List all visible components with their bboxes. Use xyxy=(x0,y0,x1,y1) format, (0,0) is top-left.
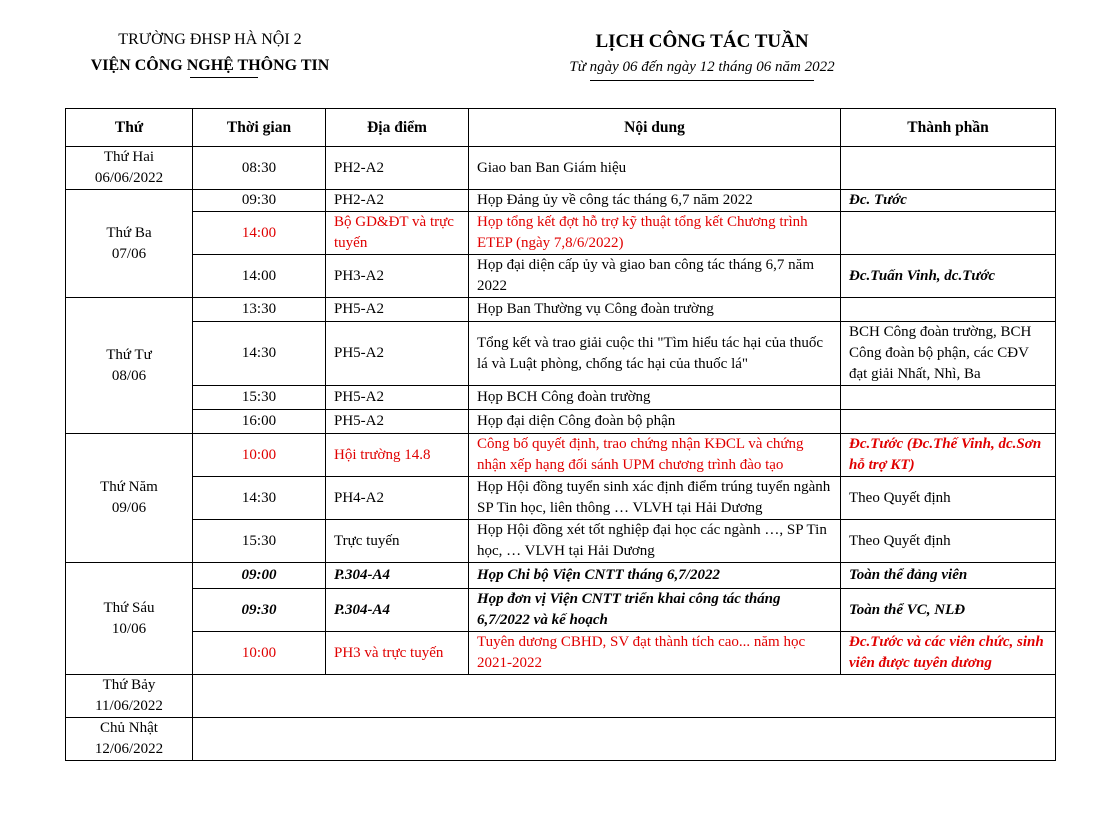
col-header-day: Thứ xyxy=(66,109,193,147)
time-cell: 10:00 xyxy=(193,434,326,477)
participants-cell: Theo Quyết định xyxy=(841,477,1056,520)
empty-day-cell xyxy=(193,675,1056,718)
content-cell: Tuyên dương CBHD, SV đạt thành tích cao... năm học 2021-2022 xyxy=(469,632,841,675)
table-row xyxy=(66,477,1056,520)
table-row xyxy=(66,298,1056,322)
participants-cell xyxy=(841,212,1056,255)
place-cell: PH3 và trực tuyến xyxy=(326,632,469,675)
day-name: Thứ Bảy xyxy=(102,677,156,693)
participants-cell xyxy=(841,147,1056,190)
day-date: 07/06 xyxy=(111,245,147,262)
day-cell xyxy=(66,434,193,563)
place-cell: P.304-A4 xyxy=(326,563,469,589)
time-cell: 08:30 xyxy=(193,147,326,190)
time-cell: 10:00 xyxy=(193,632,326,675)
time-cell: 16:00 xyxy=(193,410,326,434)
col-header-place: Địa điểm xyxy=(326,109,469,147)
table-row xyxy=(66,147,1056,190)
page-title: LỊCH CÔNG TÁC TUẦN xyxy=(595,31,809,52)
content-cell: Họp Hội đồng tuyển sinh xác định điểm trúng tuyển ngành SP Tin học, liên thông … VLVH tại Hải Dương xyxy=(469,477,841,520)
participants-cell: Đc.Tước (Đc.Thế Vinh, dc.Sơn hỗ trợ KT) xyxy=(841,434,1056,477)
day-date: 06/06/2022 xyxy=(94,170,164,186)
col-header-content: Nội dung xyxy=(469,109,841,147)
day-name: Thứ Hai xyxy=(103,149,155,165)
header-right xyxy=(540,30,864,77)
day-cell xyxy=(66,147,193,190)
day-name: Thứ Tư xyxy=(106,346,152,363)
content-cell: Họp Đảng ủy về công tác tháng 6,7 năm 2022 xyxy=(469,190,841,212)
content-cell: Họp Ban Thường vụ Công đoàn trường xyxy=(469,298,841,322)
day-date: 11/06/2022 xyxy=(95,698,163,714)
day-cell xyxy=(66,190,193,298)
content-cell: Giao ban Ban Giám hiệu xyxy=(469,147,841,190)
content-cell: Họp Hội đồng xét tốt nghiệp đại học các ngành …, SP Tin học, … VLVH tại Hải Dương xyxy=(469,520,841,563)
table-row xyxy=(66,410,1056,434)
institute-underline xyxy=(190,77,258,78)
day-date: 08/06 xyxy=(111,367,147,384)
date-range: Từ ngày 06 đến ngày 12 tháng 06 năm 2022 xyxy=(569,59,835,75)
time-cell: 15:30 xyxy=(193,520,326,563)
participants-cell: Đc.Tước và các viên chức, sinh viên được tuyên dương xyxy=(841,632,1056,675)
participants-cell xyxy=(841,410,1056,434)
time-cell: 14:00 xyxy=(193,255,326,298)
day-date: 10/06 xyxy=(111,620,147,637)
place-cell: Bộ GD&ĐT và trực tuyến xyxy=(326,212,469,255)
place-cell: PH2-A2 xyxy=(326,147,469,190)
time-cell: 09:30 xyxy=(193,589,326,632)
place-cell: PH3-A2 xyxy=(326,255,469,298)
time-cell: 09:00 xyxy=(193,563,326,589)
time-cell: 15:30 xyxy=(193,386,326,410)
day-date: 12/06/2022 xyxy=(94,741,164,757)
place-cell: PH5-A2 xyxy=(326,298,469,322)
participants-cell: BCH Công đoàn trường, BCH Công đoàn bộ phận, các CĐV đạt giải Nhất, Nhì, Ba xyxy=(841,322,1056,386)
participants-cell xyxy=(841,298,1056,322)
day-name: Thứ Ba xyxy=(106,224,152,241)
table-row xyxy=(66,322,1056,386)
content-cell: Họp đại diện Công đoàn bộ phận xyxy=(469,410,841,434)
content-cell: Công bố quyết định, trao chứng nhận KĐCL và chứng nhận xếp hạng đối sánh UPM chương trình đào tạo xyxy=(469,434,841,477)
day-cell xyxy=(66,298,193,434)
institute-name: VIỆN CÔNG NGHỆ THÔNG TIN xyxy=(90,57,330,74)
content-cell: Họp BCH Công đoàn trường xyxy=(469,386,841,410)
day-cell xyxy=(66,718,193,761)
place-cell: Hội trường 14.8 xyxy=(326,434,469,477)
place-cell: PH5-A2 xyxy=(326,410,469,434)
subtitle-underline xyxy=(590,80,814,81)
header-left xyxy=(60,30,360,77)
place-cell: Trực tuyến xyxy=(326,520,469,563)
place-cell: PH4-A2 xyxy=(326,477,469,520)
table-row xyxy=(66,718,1056,761)
table-row xyxy=(66,520,1056,563)
place-cell: PH5-A2 xyxy=(326,386,469,410)
table-row xyxy=(66,212,1056,255)
col-header-time: Thời gian xyxy=(193,109,326,147)
school-name: TRƯỜNG ĐHSP HÀ NỘI 2 xyxy=(118,31,302,48)
participants-cell xyxy=(841,386,1056,410)
participants-cell: Theo Quyết định xyxy=(841,520,1056,563)
table-row xyxy=(66,675,1056,718)
table-row xyxy=(66,434,1056,477)
place-cell: P.304-A4 xyxy=(326,589,469,632)
table-row xyxy=(66,589,1056,632)
time-cell: 09:30 xyxy=(193,190,326,212)
content-cell: Tổng kết và trao giải cuộc thi "Tìm hiểu tác hại của thuốc lá và Luật phòng, chống tác hại của thuốc lá" xyxy=(469,322,841,386)
day-name: Chủ Nhật xyxy=(100,720,158,736)
content-cell: Họp đại diện cấp ủy và giao ban công tác tháng 6,7 năm 2022 xyxy=(469,255,841,298)
day-name: Thứ Năm xyxy=(100,479,158,495)
place-cell: PH2-A2 xyxy=(326,190,469,212)
day-name: Thứ Sáu xyxy=(103,599,155,616)
empty-day-cell xyxy=(193,718,1056,761)
content-cell: Họp đơn vị Viện CNTT triển khai công tác tháng 6,7/2022 và kế hoạch xyxy=(469,589,841,632)
table-row xyxy=(66,386,1056,410)
place-cell: PH5-A2 xyxy=(326,322,469,386)
participants-cell: Đc.Tuấn Vinh, dc.Tước xyxy=(841,255,1056,298)
table-header-row xyxy=(66,109,1056,147)
schedule-table xyxy=(65,108,1056,761)
time-cell: 14:30 xyxy=(193,322,326,386)
content-cell: Họp tổng kết đợt hỗ trợ kỹ thuật tổng kết Chương trình ETEP (ngày 7,8/6/2022) xyxy=(469,212,841,255)
time-cell: 13:30 xyxy=(193,298,326,322)
table-row xyxy=(66,255,1056,298)
table-row xyxy=(66,632,1056,675)
day-date: 09/06 xyxy=(111,500,147,516)
day-cell xyxy=(66,675,193,718)
day-cell xyxy=(66,563,193,675)
participants-cell: Đc. Tước xyxy=(841,190,1056,212)
table-row xyxy=(66,190,1056,212)
time-cell: 14:00 xyxy=(193,212,326,255)
participants-cell: Toàn thể đảng viên xyxy=(841,563,1056,589)
time-cell: 14:30 xyxy=(193,477,326,520)
participants-cell: Toàn thể VC, NLĐ xyxy=(841,589,1056,632)
table-row xyxy=(66,563,1056,589)
col-header-participants: Thành phần xyxy=(841,109,1056,147)
content-cell: Họp Chi bộ Viện CNTT tháng 6,7/2022 xyxy=(469,563,841,589)
